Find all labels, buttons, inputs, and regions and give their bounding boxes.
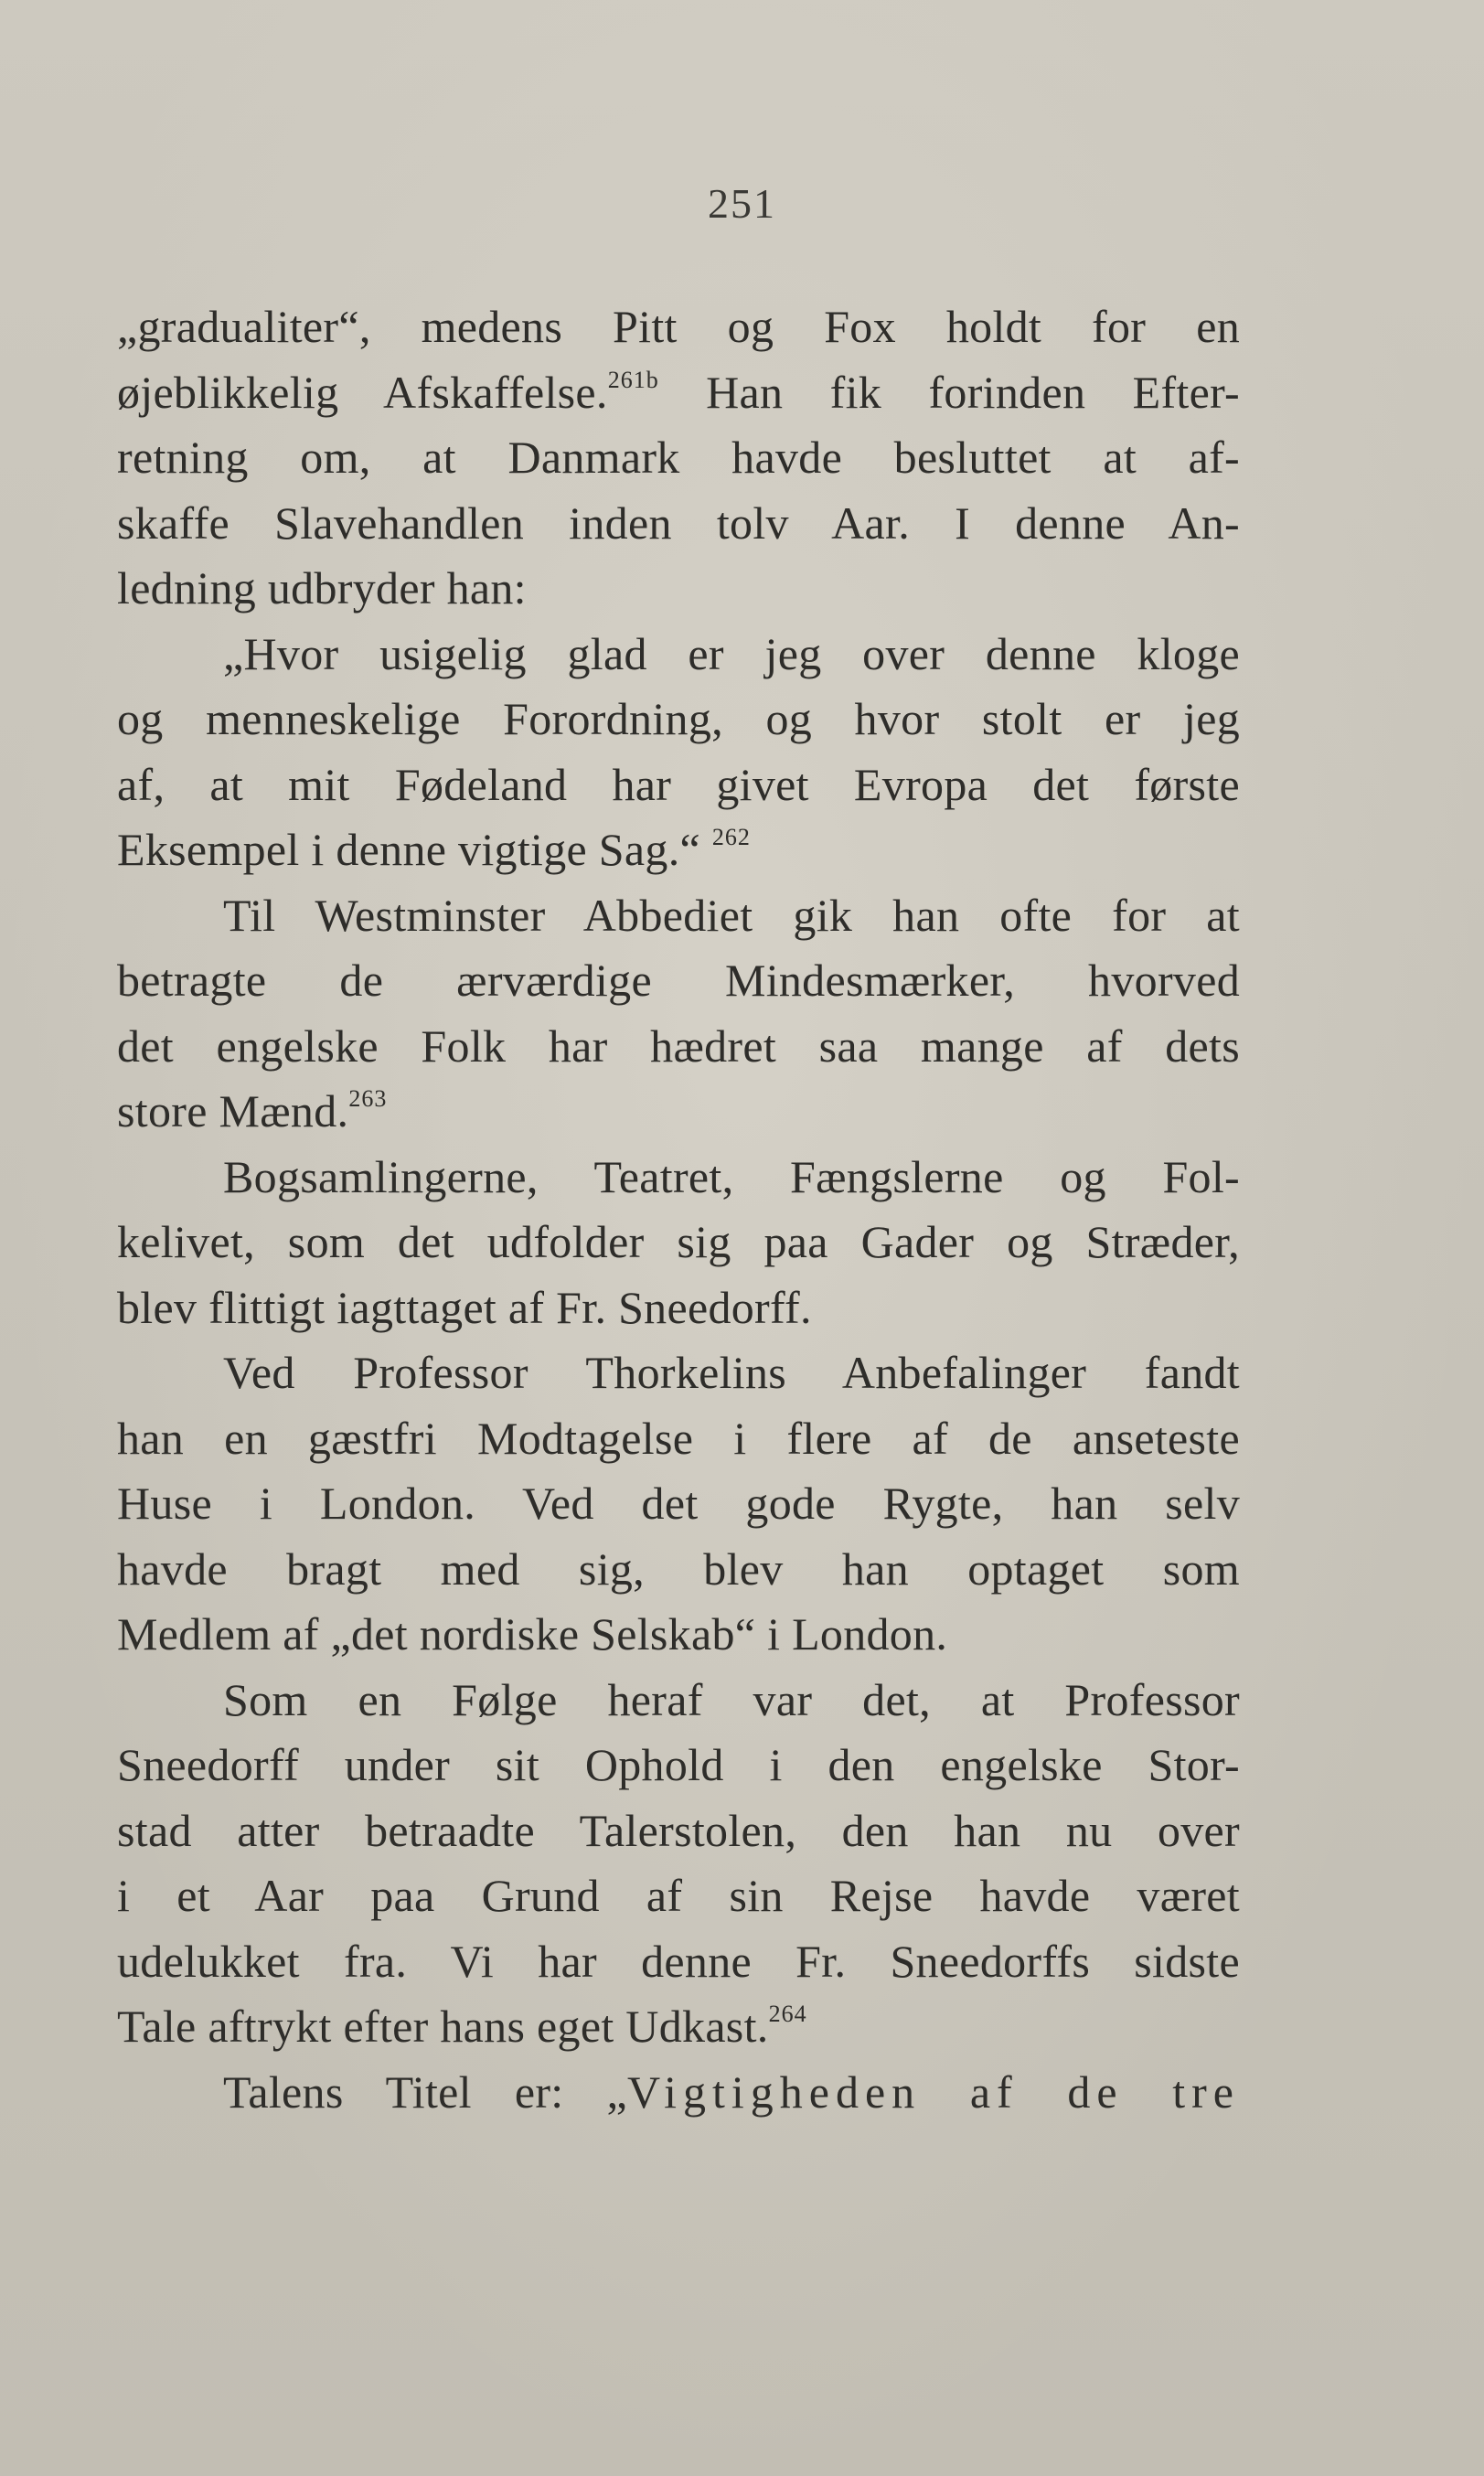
footnote-ref: 262 (711, 824, 751, 851)
text-line: af, at mit Fødeland har givet Evropa det første (117, 758, 1240, 810)
text-line: udelukket fra. Vi har denne Fr. Sneedorffs sidste (117, 1935, 1240, 1987)
text-line: det engelske Folk har hædret saa mange af dets (117, 1019, 1240, 1072)
text-line: Som en Følge heraf var det, at Professor (223, 1673, 1240, 1725)
text-line: „gradualiter“, medens Pitt og Fox holdt for en (117, 301, 1240, 352)
text-line: ledning udbryder han: (117, 562, 527, 614)
text-line: retning om, at Danmark havde besluttet at af- (117, 432, 1240, 483)
text-line: øjeblikkelig Afskaffelse.$^{261b}$ Han fik forinden Efter- (117, 366, 1240, 418)
text-line: store Mænd.$^{263}$ (117, 1085, 388, 1137)
text-line: blev flittigt iagttaget af Fr. Sneedorff. (117, 1281, 812, 1333)
text-line: i et Aar paa Grund af sin Rejse havde været (117, 1870, 1240, 1921)
text-line: havde bragt med sig, blev han optaget som (117, 1542, 1240, 1595)
text-line: „Hvor usigelig glad er jeg over denne kloge (223, 627, 1240, 679)
page-number: 251 (708, 180, 776, 227)
text-line: Tale aftrykt efter hans eget Udkast.$^{264}$ (117, 2001, 807, 2052)
text-line: Talens Titel er: „Vigtigheden af de tre (223, 2065, 1240, 2118)
text-line: Bogsamlingerne, Teatret, Fængslerne og Fol- (223, 1150, 1240, 1202)
text-line: Huse i London. Ved det gode Rygte, han selv (117, 1478, 1240, 1529)
text-line: Medlem af „det nordiske Selskab“ i London. (117, 1608, 948, 1660)
footnote-ref: 261b (607, 366, 659, 393)
text-line: han en gæstfri Modtagelse i flere af de anseteste (117, 1412, 1240, 1464)
text-line: Eksempel i denne vigtige Sag.“ $^{262}$ (117, 824, 751, 875)
text-line: betragte de ærværdige Mindesmærker, hvorved (117, 955, 1240, 1006)
text-line: kelivet, som det udfolder sig paa Gader og Stræder, (117, 1216, 1240, 1267)
text-line: Sneedorff under sit Ophold i den engelske Stor- (117, 1739, 1240, 1790)
text-line: og menneskelige Forordning, og hvor stolt er jeg (117, 693, 1240, 744)
text-line: skaffe Slavehandlen inden tolv Aar. I denne An- (117, 496, 1240, 549)
text-line: Til Westminster Abbediet gik han ofte for at (223, 889, 1240, 941)
spaced-title-text: Vigtigheden af de tre (626, 2065, 1240, 2118)
footnote-ref: 264 (768, 2001, 807, 2028)
text-line: stad atter betraadte Talerstolen, den han nu over (117, 1804, 1240, 1856)
footnote-ref: 263 (348, 1085, 388, 1113)
body-text (117, 294, 1240, 2125)
text-line: Ved Professor Thorkelins Anbefalinger fandt (223, 1347, 1240, 1398)
